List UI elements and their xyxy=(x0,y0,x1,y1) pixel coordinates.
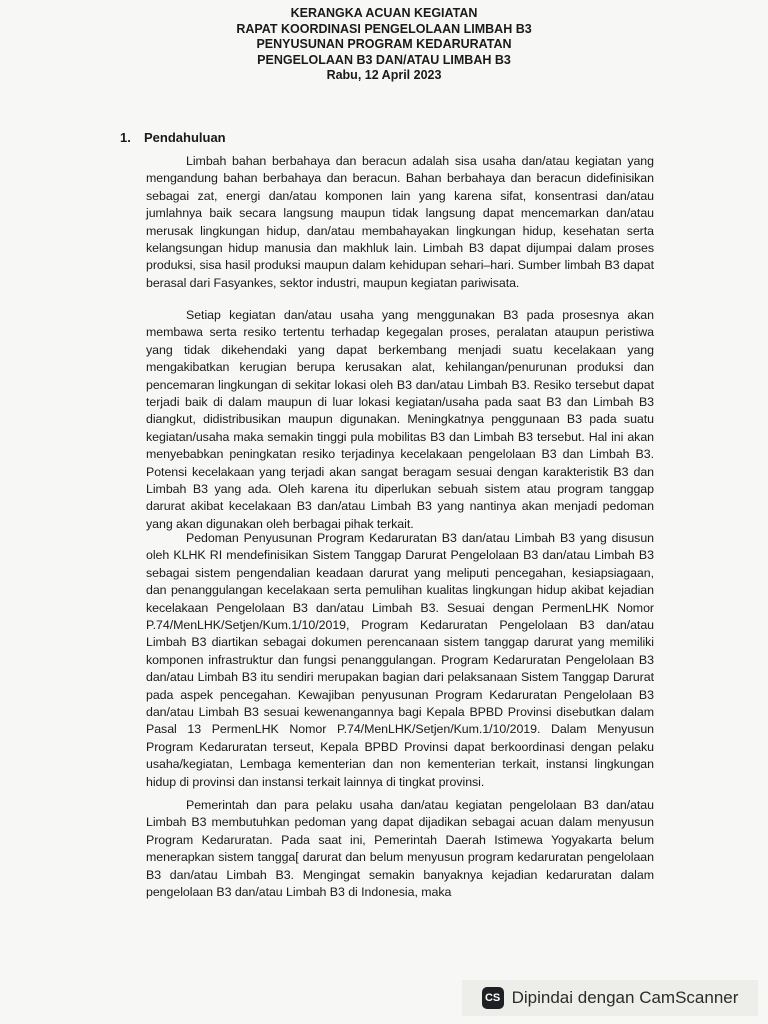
header-title-line-2: RAPAT KOORDINASI PENGELOLAAN LIMBAH B3 xyxy=(236,21,532,36)
paragraph-1: Limbah bahan berbahaya dan beracun adalah sisa usaha dan/atau kegiatan yang mengandung bahan berbahaya dan beracun. Bahan berbahaya dan beracun didefinisikan sebagai zat, energi dan/atau komponen lain yang karena sifat, konsentrasi dan/atau jumlahnya baik secara langsung maupun tidak langsung dapat mencemarkan dan/atau merusak lingkungan hidup, dan/atau membahayakan lingkungan hidup, kesehatan serta kelangsungan hidup manusia dan makhluk lain. Limbah B3 dapat dijumpai dalam proses produksi, sisa hasil produksi maupun dalam kehidupan sehari–hari. Sumber limbah B3 dapat berasal dari Fasyankes, sektor industri, maupun kegiatan pariwisata. xyxy=(146,154,654,290)
paragraph-4: Pemerintah dan para pelaku usaha dan/atau kegiatan pengelolaan B3 dan/atau Limbah B3 membutuhkan pedoman yang dapat dijadikan sebagai acuan dalam menyusun Program Kedaruratan. Pada saat ini, Pemerintah Daerah Istimewa Yogyakarta belum menerapkan sistem tangga[ darurat dan belum menyusun program kedaruratan pengelolaan B3 dan/atau Limbah B3. Mengingat semakin banyaknya kejadian kedaruratan dalam pengelolaan B3 dan/atau Limbah B3 di Indonesia, maka xyxy=(146,798,654,900)
header-title-line-1: KERANGKA ACUAN KEGIATAN xyxy=(290,6,478,20)
paragraph-2: Setiap kegiatan dan/atau usaha yang menggunakan B3 pada prosesnya akan membawa serta resiko tertentu terhadap kegegalan proses, peralatan ataupun peristiwa yang tidak dikehendaki yang dapat berkembang menjadi suatu kecelakaan yang mengakibatkan kerugian berupa kerusakan alat, kehilangan/penurunan produksi dan pencemaran lingkungan di sekitar lokasi oleh B3 dan/atau Limbah B3. Resiko tersebut dapat terjadi baik di dalam maupun di luar lokasi kegiatan/usaha pada saat B3 dan Limbah B3 diangkut, didistribusikan maupun digunakan. Meningkatnya penggunaan B3 pada suatu kegiatan/usaha maka semakin tinggi pula mobilitas B3 dan Limbah B3 tersebut. Hal ini akan menyebabkan peningkatan resiko terjadinya kecelakaan pengelolaan B3 dan Limbah B3. Potensi kecelakaan yang terjadi akan sangat beragam sesuai dengan karakteristik B3 dan Limbah B3 yang ada. Oleh karena itu diperlukan sebuah sistem atau program tanggap darurat akibat kecelakaan B3 dan/atau Limbah B3 yang nantinya akan menjadi pedoman yang akan digunakan oleh berbagai pihak terkait. xyxy=(146,308,654,531)
watermark-text: Dipindai dengan CamScanner xyxy=(511,988,739,1007)
section-heading xyxy=(120,130,226,145)
header-title-line-4: PENGELOLAAN B3 DAN/ATAU LIMBAH B3 xyxy=(257,52,511,67)
section-number: 1. xyxy=(120,130,131,145)
camscanner-watermark xyxy=(462,980,758,1016)
header-title-line-3: PENYUSUNAN PROGRAM KEDARURATAN xyxy=(256,37,512,51)
camscanner-logo-icon: CS xyxy=(482,987,504,1009)
document-header xyxy=(0,6,768,84)
paragraph-3: Pedoman Penyusunan Program Kedaruratan B3 dan/atau Limbah B3 yang disusun oleh KLHK RI mendefinisikan Sistem Tanggap Darurat Pengelolaan B3 dan/atau Limbah B3 sebagai sistem pengendalian keadaan darurat yang meliputi pencegahan, kesiapsiagaan, dan penanggulangan kecelakaan serta pemulihan kualitas lingkungan hidup akibat kejadian kecelakaan Pengelolaan B3 dan/atau Limbah B3. Sesuai dengan PermenLHK Nomor P.74/MenLHK/Setjen/Kum.1/10/2019, Program Kedaruratan Pengelolaan B3 dan/atau Limbah B3 diartikan sebagai dokumen perencanaan sistem tanggap darurat yang memiliki komponen infrastruktur dan fungsi penanggulangan. Program Kedaruratan Pengelolaan B3 dan/atau Limbah B3 itu sendiri merupakan bagian dari pelaksanaan Sistem Tanggap Darurat pada aspek pencegahan. Kewajiban penyusunan Program Kedaruratan Pengelolaan B3 dan/atau Limbah B3 sesuai kewenangannya bagi Kepala BPBD Provinsi disebutkan dalam Pasal 13 PermenLHK Nomor P.74/MenLHK/Setjen/Kum.1/10/2019. Dalam Menyusun Program Kedaruratan terseut, Kepala BPBD Provinsi dapat berkoordinasi dengan pelaku usaha/kegiatan, Lembaga kementerian dan non kementerian terkait, instansi lingkungan hidup di provinsi dan instansi terkait lainnya di tingkat provinsi. xyxy=(146,531,654,789)
section-title: Pendahuluan xyxy=(144,130,226,145)
header-date: Rabu, 12 April 2023 xyxy=(326,68,442,82)
